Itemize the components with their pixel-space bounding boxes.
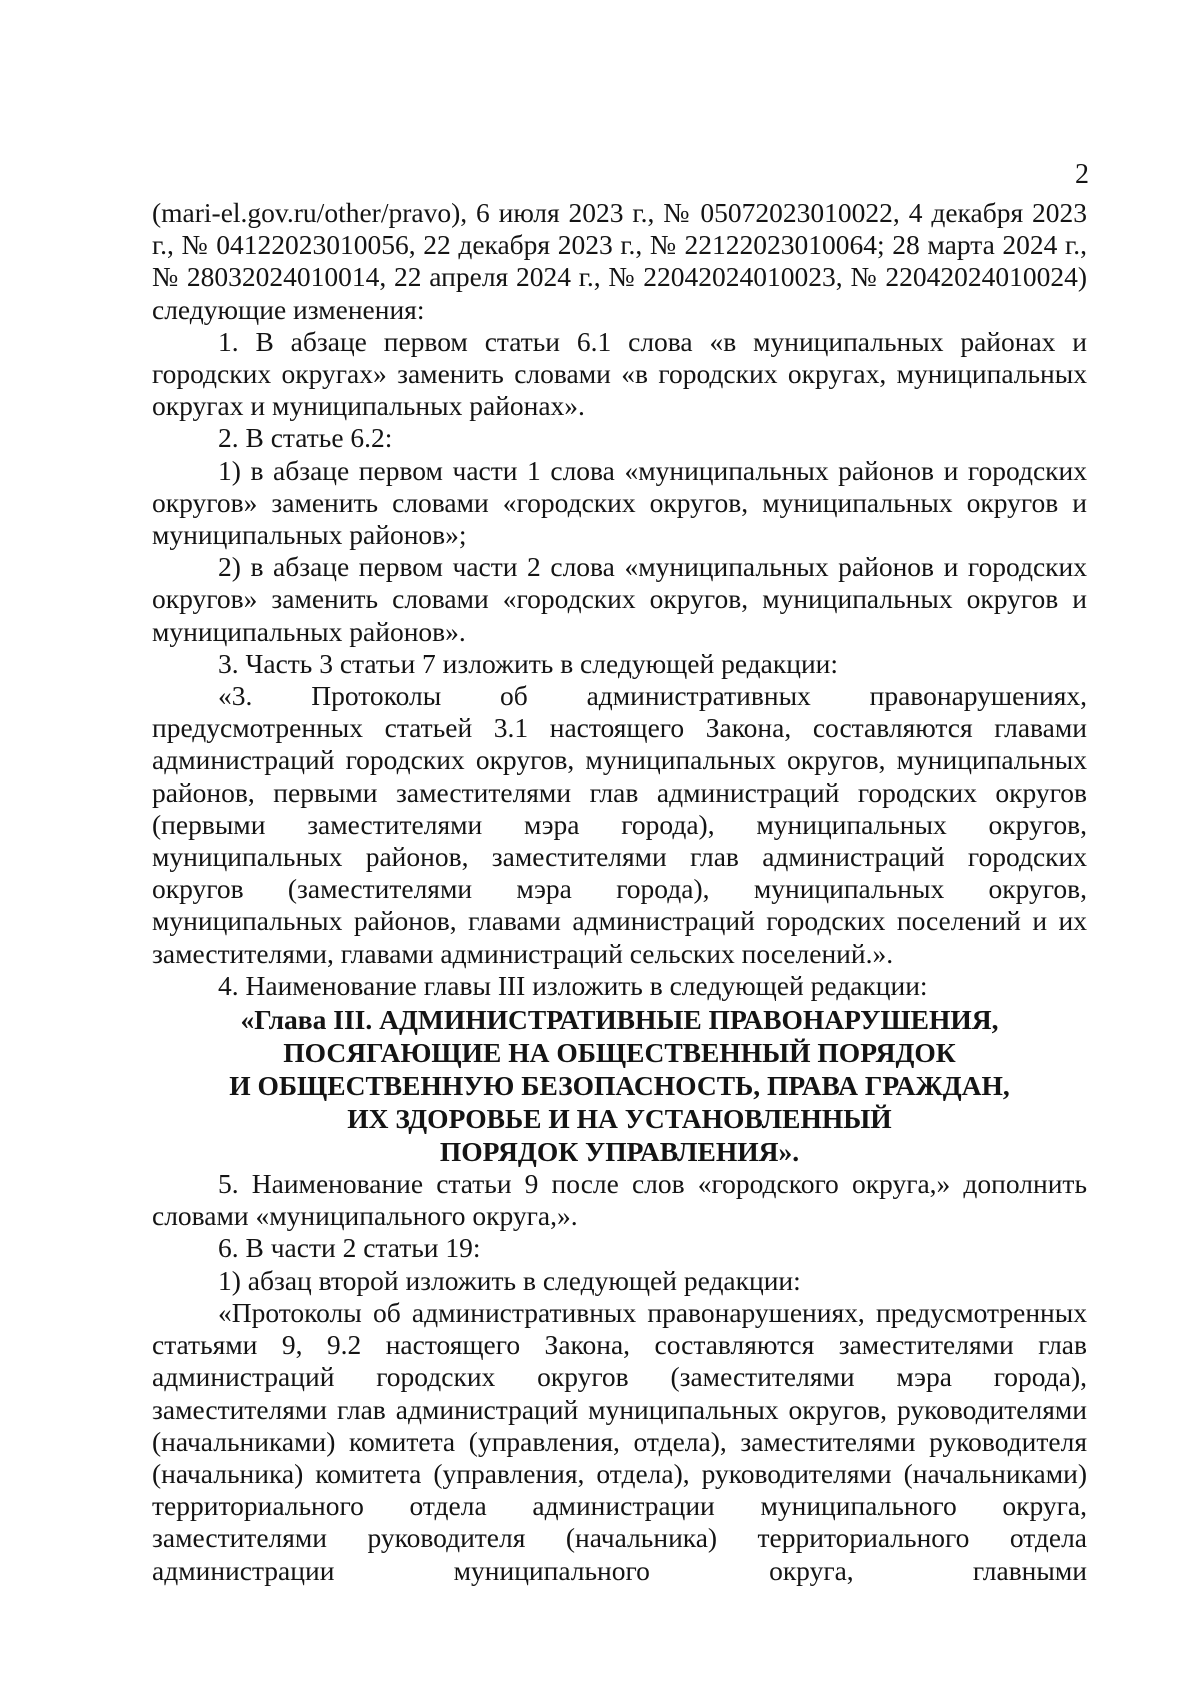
page-number: 2 <box>1075 159 1089 190</box>
paragraph-item-3: 3. Часть 3 статьи 7 изложить в следующей редакции: <box>218 647 839 679</box>
paragraph-item-6-sub-1: 1) абзац второй изложить в следующей редакции: <box>218 1264 801 1296</box>
chapter-heading-line: И ОБЩЕСТВЕННУЮ БЕЗОПАСНОСТЬ, ПРАВА ГРАЖДАН, <box>229 1070 1010 1102</box>
paragraph-item-6: 6. В части 2 статьи 19: <box>218 1232 481 1264</box>
document-body <box>152 197 1087 1587</box>
paragraph-publication-continuation: (mari-el.gov.ru/other/pravo), 6 июля 2023 г., № 05072023010022, 4 декабря 2023 г., № 04122023010056, 22 декабря 2023 г., № 22122023010064; 28 марта 2024 г., № 28032024010014, 22 апреля 2024 г., № 22042024010023, № 22042024010024) следующие изменения: <box>152 197 1087 325</box>
chapter-heading-line: «Глава III. АДМИНИСТРАТИВНЫЕ ПРАВОНАРУШЕНИЯ, <box>240 1004 999 1036</box>
paragraph-item-1: 1. В абзаце первом статьи 6.1 слова «в муниципальных районах и городских округах» заменить словами «в городских округах, муниципальных округах и муниципальных районах». <box>152 325 1087 422</box>
chapter-heading-line: ПОРЯДОК УПРАВЛЕНИЯ». <box>439 1136 800 1168</box>
chapter-heading-line: ПОСЯГАЮЩИЕ НА ОБЩЕСТВЕННЫЙ ПОРЯДОК <box>283 1037 956 1069</box>
paragraph-item-6-quote: «Протоколы об административных правонарушениях, предусмотренных статьями 9, 9.2 настоящего Закона, составляются заместителями глав администраций городских округов (заместителями мэра города), заместителями глав администраций муниципальных округов, руководителями (начальниками) комитета (управления, отдела), заместителями руководителя (начальника) комитета (управления, отдела), руководителями (начальниками) территориального отдела администрации муниципального округа, заместителями руководителя (начальника) территориального отдела администрации муниципального округа, главными <box>152 1296 1087 1586</box>
paragraph-item-4: 4. Наименование главы III изложить в следующей редакции: <box>218 969 928 1001</box>
paragraph-item-2-sub-1: 1) в абзаце первом части 1 слова «муниципальных районов и городских округов» заменить словами «городских округов, муниципальных округов и муниципальных районов»; <box>152 454 1087 551</box>
paragraph-item-3-quote: «3. Протоколы об административных правонарушениях, предусмотренных статьей 3.1 настоящего Закона, составляются главами администраций городских округов, муниципальных округов, муниципальных районов, первыми заместителями глав администраций городских округов (первыми заместителями мэра города), муниципальных округов, муниципальных районов, заместителями глав администраций городских округов (заместителями мэра города), муниципальных округов, муниципальных районов, главами администраций городских поселений и их заместителями, главами администраций сельских поселений.». <box>152 680 1087 969</box>
paragraph-item-2: 2. В статье 6.2: <box>218 422 393 454</box>
paragraph-item-2-sub-2: 2) в абзаце первом части 2 слова «муниципальных районов и городских округов» заменить словами «городских округов, муниципальных округов и муниципальных районов». <box>152 551 1087 647</box>
chapter-heading <box>152 1002 1087 1168</box>
chapter-heading-line: ИХ ЗДОРОВЬЕ И НА УСТАНОВЛЕННЫЙ <box>347 1103 892 1135</box>
paragraph-item-5: 5. Наименование статьи 9 после слов «городского округа,» дополнить словами «муниципального округа,». <box>152 1168 1087 1232</box>
